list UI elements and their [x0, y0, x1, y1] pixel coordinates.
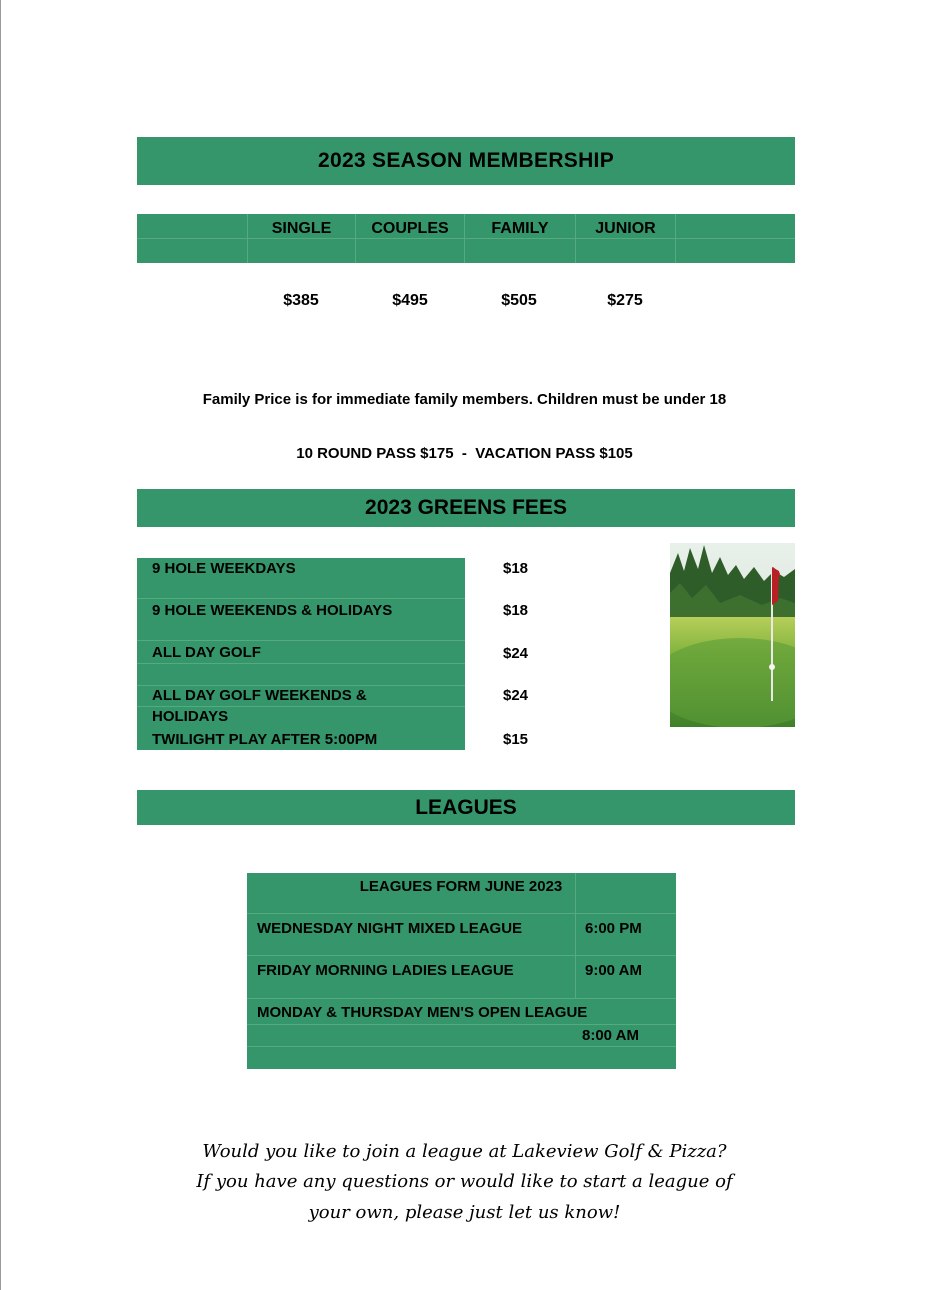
fee-price-all-day-golf: $24 [503, 645, 529, 662]
closing-line-2: If you have any questions or would like to start a league of [196, 1171, 733, 1192]
price-family: $505 [501, 292, 537, 309]
fee-label-9-hole-weekends: 9 HOLE WEEKENDS & HOLIDAYS [152, 602, 393, 619]
price-couples: $495 [392, 292, 428, 309]
league-divider [247, 998, 676, 999]
price-single: $385 [283, 292, 319, 309]
pass-prices: 10 ROUND PASS $175 - VACATION PASS $105 [296, 445, 633, 462]
leagues-title: LEAGUES [137, 790, 795, 825]
fee-label-twilight: TWILIGHT PLAY AFTER 5:00PM [152, 731, 378, 748]
league-time-monday-thursday: 8:00 AM [582, 1027, 639, 1044]
league-divider [247, 913, 676, 914]
fee-price-9-hole-weekdays: $18 [503, 560, 529, 577]
fees-divider [137, 663, 465, 664]
price-junior: $275 [607, 292, 643, 309]
golf-green-photo [670, 543, 795, 727]
family-note: Family Price is for immediate family members. Children must be under 18 [202, 391, 727, 408]
column-junior: JUNIOR [575, 214, 675, 263]
membership-title: 2023 SEASON MEMBERSHIP [137, 137, 795, 185]
column-single: SINGLE [247, 214, 355, 263]
league-divider [247, 1046, 676, 1047]
column-couples: COUPLES [355, 214, 464, 263]
fee-label-all-day-golf-weekends: ALL DAY GOLF WEEKENDS & HOLIDAYS [152, 687, 367, 725]
fee-label-9-hole-weekdays: 9 HOLE WEEKDAYS [152, 560, 296, 577]
column-family: FAMILY [464, 214, 575, 263]
closing-line-1: Would you like to join a league at Lakeview Golf & Pizza? [202, 1141, 727, 1162]
leagues-form-title: LEAGUES FORM JUNE 2023 [359, 878, 563, 895]
league-name-friday: FRIDAY MORNING LADIES LEAGUE [257, 962, 514, 979]
fees-divider [137, 640, 465, 641]
membership-header-row [137, 214, 795, 263]
greens-fees-title: 2023 GREENS FEES [137, 489, 795, 527]
fees-divider [137, 598, 465, 599]
league-divider [247, 955, 676, 956]
league-name-wednesday: WEDNESDAY NIGHT MIXED LEAGUE [257, 920, 523, 937]
header-end-divider [675, 214, 676, 263]
fee-label-all-day-golf: ALL DAY GOLF [152, 644, 261, 661]
fee-price-twilight: $15 [503, 731, 529, 748]
closing-line-3: your own, please just let us know! [308, 1202, 621, 1223]
league-time-friday: 9:00 AM [585, 962, 642, 979]
league-time-wednesday: 6:00 PM [585, 920, 642, 937]
fee-price-all-day-golf-weekends: $24 [503, 687, 529, 704]
fee-price-9-hole-weekends: $18 [503, 602, 529, 619]
page-edge [0, 0, 1, 1290]
league-divider [247, 1024, 676, 1025]
league-name-monday-thursday: MONDAY & THURSDAY MEN'S OPEN LEAGUE [257, 1004, 588, 1021]
